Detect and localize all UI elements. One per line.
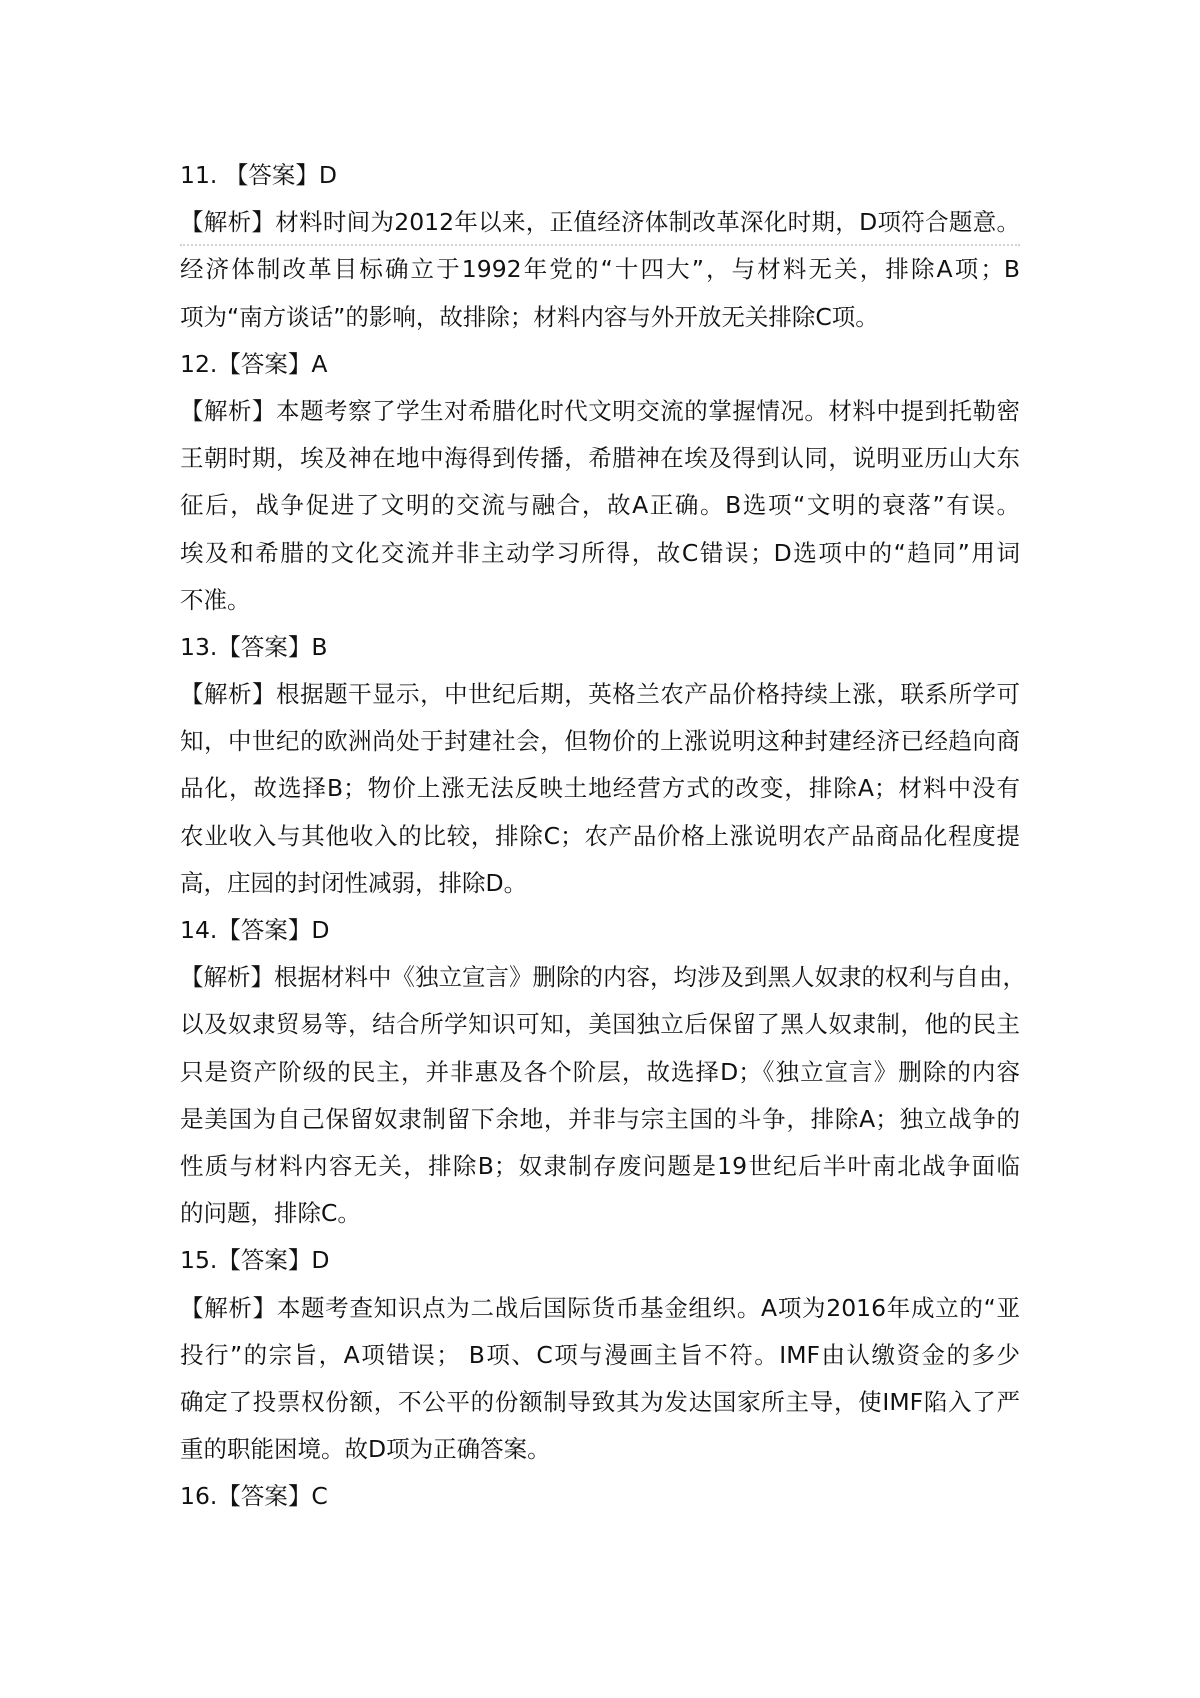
analysis-line: 王朝时期，埃及神在地中海得到传播，希腊神在埃及得到认同，说明亚历山大东 [180,444,1020,473]
analysis-line: 只是资产阶级的民主，并非惠及各个阶层，故选择D；《独立宣言》删除的内容 [180,1057,1020,1086]
answer-key-content [180,152,1026,1520]
analysis-line: 征后，战争促进了文明的交流与融合，故A正确。B选项“文明的衰落”有误。 [180,491,1020,520]
answer-line-11: 11. 【答案】D [180,161,337,189]
analysis-line: 经济体制改革目标确立于1992年党的“十四大”，与材料无关，排除A项；B [180,255,1020,284]
analysis-line: 是美国为自己保留奴隶制留下余地，并非与宗主国的斗争，排除A；独立战争的 [180,1104,1020,1133]
analysis-line: 重的职能困境。故D项为正确答案。 [180,1435,551,1464]
analysis-line: 项为“南方谈话”的影响，故排除；材料内容与外开放无关排除C项。 [180,302,879,331]
analysis-line: 高，庄园的封闭性减弱，排除D。 [180,868,528,897]
analysis-line: 【解析】本题考察了学生对希腊化时代文明交流的掌握情况。材料中提到托勒密 [180,396,1020,425]
analysis-line: 【解析】根据题干显示，中世纪后期，英格兰农产品价格持续上涨，联系所学可 [180,680,1020,709]
analysis-line: 【解析】本题考查知识点为二战后国际货币基金组织。A项为2016年成立的“亚 [180,1293,1020,1322]
answer-line-13: 13.【答案】B [180,632,328,661]
analysis-line: 性质与材料内容无关，排除B；奴隶制存废问题是19世纪后半叶南北战争面临 [180,1151,1020,1180]
analysis-line: 埃及和希腊的文化交流并非主动学习所得，故C错误；D选项中的“趋同”用词 [180,538,1020,567]
analysis-line: 投行”的宗旨，A项错误； B项、C项与漫画主旨不符。IMF由认缴资金的多少 [180,1340,1020,1369]
answer-line-12: 12.【答案】A [180,349,328,378]
answer-line-15: 15.【答案】D [180,1246,330,1275]
analysis-line: 【解析】根据材料中《独立宣言》删除的内容，均涉及到黑人奴隶的权利与自由， [180,963,1026,992]
analysis-line: 的问题，排除C。 [180,1199,361,1228]
analysis-line: 农业收入与其他收入的比较，排除C；农产品价格上涨说明农产品商品化程度提 [180,821,1020,850]
answer-line-14: 14.【答案】D [180,916,330,944]
analysis-line: 品化，故选择B；物价上涨无法反映土地经营方式的改变，排除A；材料中没有 [180,774,1020,803]
analysis-line: 确定了投票权份额，不公平的份额制导致其为发达国家所主导，使IMF陷入了严 [180,1387,1020,1416]
analysis-line: 不准。 [180,585,251,614]
analysis-line: 知，中世纪的欧洲尚处于封建社会，但物价的上涨说明这种封建经济已经趋向商 [180,727,1020,756]
answer-line-16: 16.【答案】C [180,1482,328,1511]
analysis-line: 【解析】材料时间为2012年以来，正值经济体制改革深化时期，D项符合题意。 [180,199,1020,246]
analysis-line: 以及奴隶贸易等，结合所学知识可知，美国独立后保留了黑人奴隶制，他的民主 [180,1010,1020,1039]
